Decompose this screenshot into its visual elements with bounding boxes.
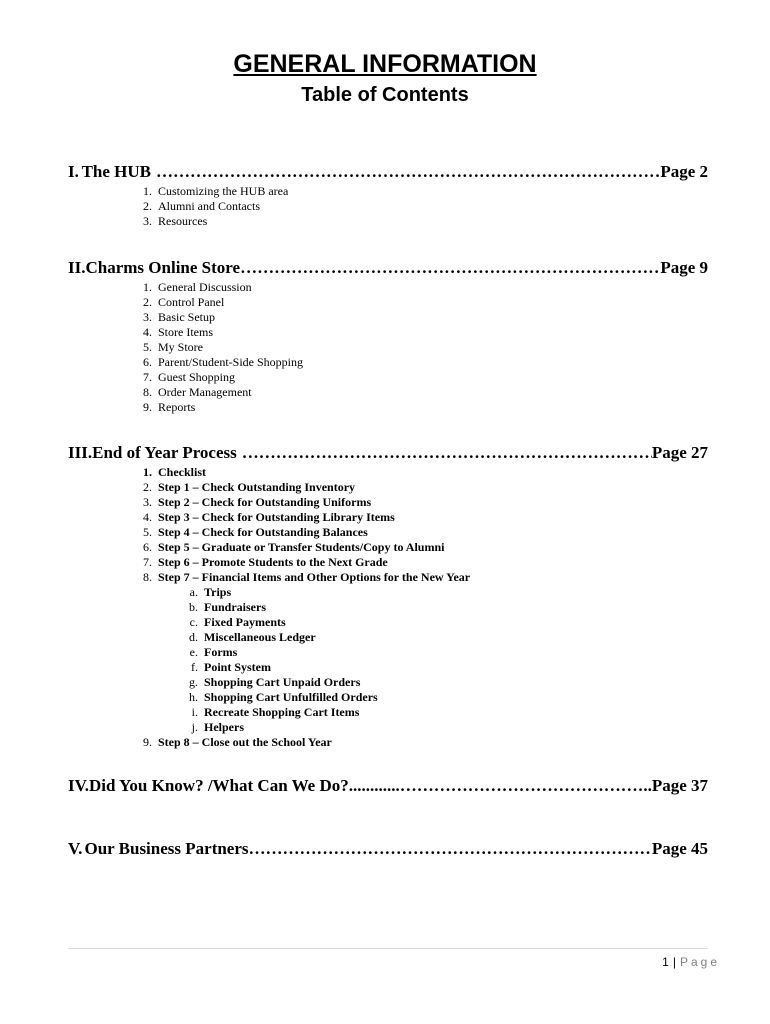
toc-entry-did-you-know[interactable]: [68, 776, 708, 798]
section-title: The HUB: [81, 162, 152, 181]
section-title: Did You Know? /What Can We Do?............: [88, 776, 400, 795]
list-item: 4. Store Items: [143, 325, 213, 339]
document-subtitle: Table of Contents: [301, 84, 469, 106]
leader-dots: [242, 443, 652, 463]
list-item: 9. Step 8 – Close out the School Year: [143, 735, 332, 749]
section-subitem-list: [68, 585, 708, 735]
toc-section-end-of-year: [68, 443, 708, 750]
section-numeral: IV.: [68, 776, 89, 795]
list-subitem: f. Point System: [191, 660, 271, 674]
section-page-ref: Page 9: [660, 258, 708, 277]
document-title: GENERAL INFORMATION: [233, 50, 537, 78]
list-item: 5. My Store: [143, 340, 203, 354]
footer-divider: [68, 948, 708, 949]
list-subitem: h. Shopping Cart Unfulfilled Orders: [189, 690, 378, 704]
list-subitem: d. Miscellaneous Ledger: [189, 630, 316, 644]
page-number: 1: [662, 955, 669, 969]
list-item: 2. Control Panel: [143, 295, 225, 309]
toc-section-business-partners: [68, 839, 708, 861]
toc-section-charms-store: [68, 258, 708, 415]
list-item: 2. Alumni and Contacts: [143, 199, 260, 213]
section-item-list: [68, 280, 708, 415]
section-item-list-continued: [68, 735, 708, 750]
list-item: 2. Step 1 – Check Outstanding Inventory: [143, 480, 356, 494]
section-page-ref: Page 2: [660, 162, 708, 181]
section-numeral: I.: [68, 162, 79, 181]
list-item: 7. Guest Shopping: [143, 370, 236, 384]
list-subitem: c. Fixed Payments: [189, 615, 286, 629]
leader-dots: [249, 839, 652, 859]
page-footer: [662, 955, 720, 969]
footer-separator: |: [672, 955, 676, 969]
toc-entry-business-partners[interactable]: [68, 839, 708, 861]
list-item: 5. Step 4 – Check for Outstanding Balances: [143, 525, 368, 539]
list-item: 9. Reports: [143, 400, 196, 414]
list-subitem: j. Helpers: [191, 720, 244, 734]
toc-entry-charms-store[interactable]: [68, 258, 708, 280]
list-item: 8. Order Management: [143, 385, 252, 399]
list-item: 7. Step 6 – Promote Students to the Next Grade: [143, 555, 388, 569]
section-page-ref: Page 45: [651, 839, 708, 858]
section-numeral: III.: [68, 443, 93, 462]
section-page-ref: Page 27: [651, 443, 708, 462]
section-page-ref: ..Page 37: [643, 776, 708, 795]
section-numeral: V.: [68, 839, 83, 858]
toc-section-did-you-know: [68, 776, 708, 798]
leader-dots: [240, 258, 660, 278]
list-subitem: e. Forms: [189, 645, 238, 659]
toc-entry-end-of-year[interactable]: [68, 443, 708, 465]
section-numeral: II.: [68, 258, 86, 277]
section-item-list: [68, 184, 708, 229]
section-title: Charms Online Store: [85, 258, 241, 277]
list-subitem: b. Fundraisers: [189, 600, 267, 614]
list-item: 3. Resources: [143, 214, 208, 228]
list-item: 4. Step 3 – Check for Outstanding Library Items: [143, 510, 395, 524]
toc-section-hub: [68, 162, 708, 229]
leader-dots: [156, 162, 660, 182]
toc-entry-hub[interactable]: [68, 162, 708, 184]
list-item: 3. Step 2 – Check for Outstanding Uniforms: [143, 495, 372, 509]
list-item: 6. Parent/Student-Side Shopping: [143, 355, 303, 369]
list-subitem: g. Shopping Cart Unpaid Orders: [189, 675, 361, 689]
list-item: 1. General Discussion: [143, 280, 252, 294]
list-item: 1. Customizing the HUB area: [143, 184, 289, 198]
section-item-list: [68, 465, 708, 585]
page-word: Page: [679, 955, 720, 969]
section-title: Our Business Partners: [84, 839, 249, 858]
leader-dots: [400, 776, 644, 796]
list-subitem: i. Recreate Shopping Cart Items: [191, 705, 360, 719]
list-subitem: a. Trips: [189, 585, 232, 599]
list-item: 6. Step 5 – Graduate or Transfer Students/Copy to Alumni: [143, 540, 445, 554]
list-item: 1. Checklist: [143, 465, 206, 479]
list-item: 8. Step 7 – Financial Items and Other Options for the New Year: [143, 570, 471, 584]
list-item: 3. Basic Setup: [143, 310, 215, 324]
section-title: End of Year Process: [92, 443, 237, 462]
